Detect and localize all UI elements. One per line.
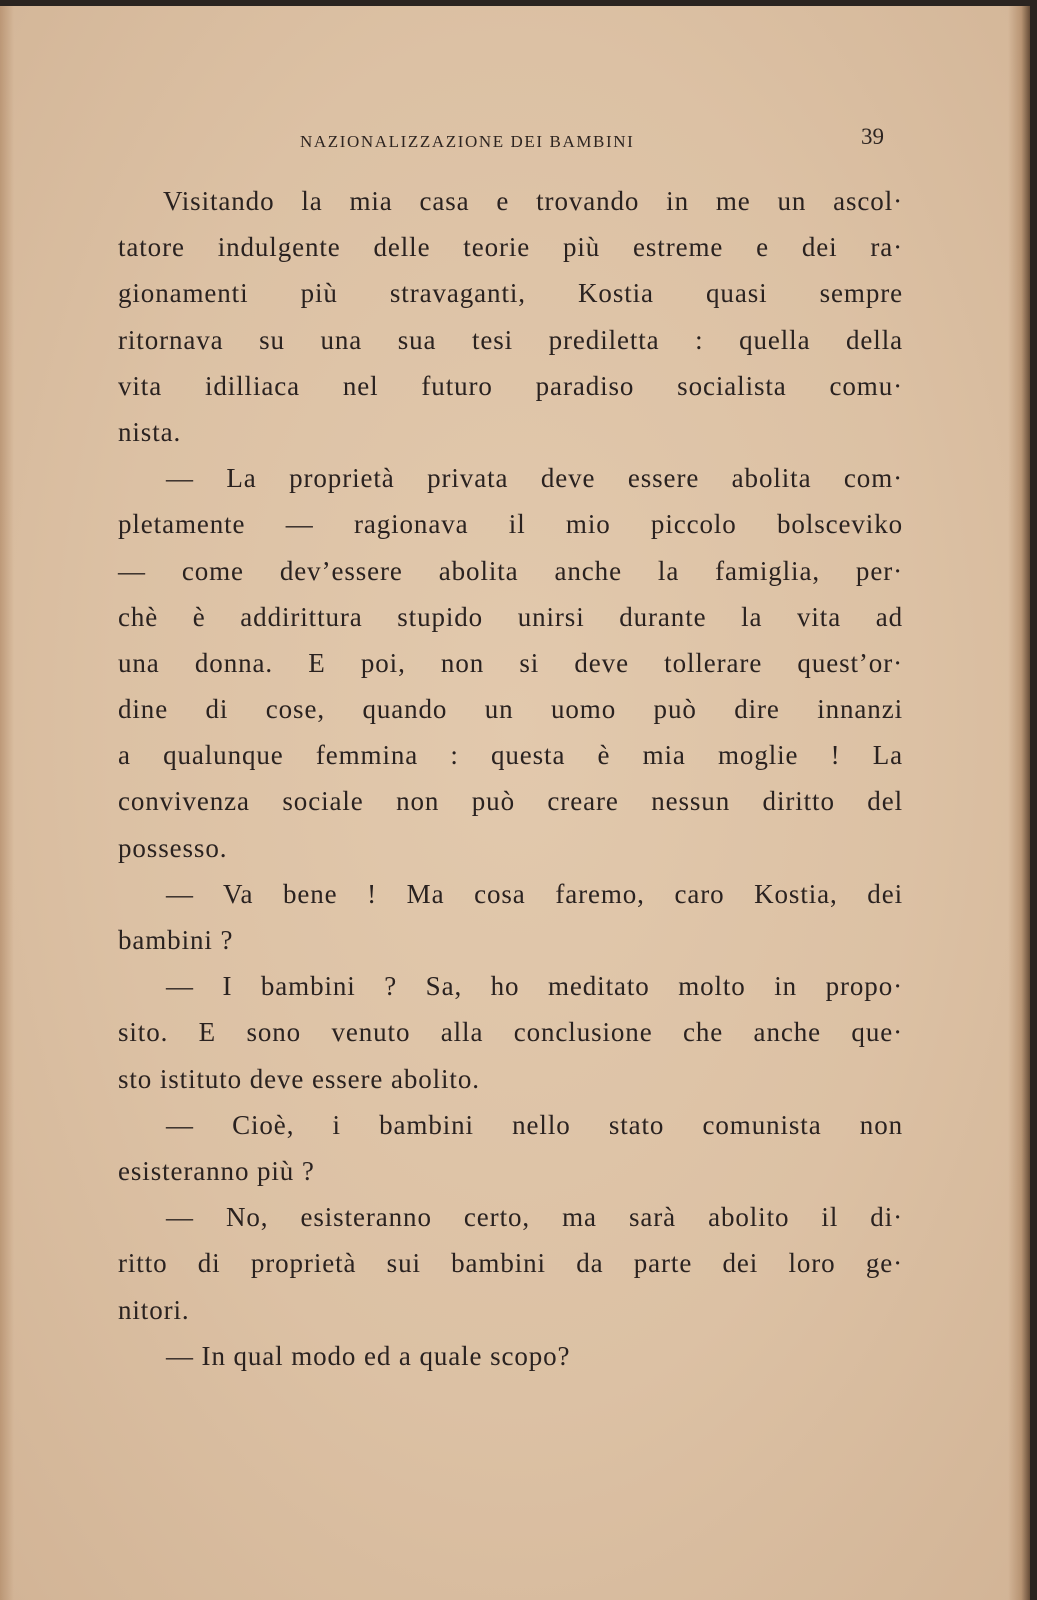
text-line: chè è addirittura stupido unirsi durante la vita ad xyxy=(118,601,903,632)
text-line: una donna. E poi, non si deve tollerare quest’or· xyxy=(118,647,903,678)
text-line: ritto di proprietà sui bambini da parte dei loro ge· xyxy=(118,1248,903,1279)
text-line: ritornava su una sua tesi prediletta : quella della xyxy=(118,324,903,355)
text-line: dine di cose, quando un uomo può dire innanzi xyxy=(118,694,903,725)
page-number: 39 xyxy=(861,124,884,149)
text-line: pletamente — ragionava il mio piccolo bolsceviko xyxy=(118,509,903,540)
text-line: vita idilliaca nel futuro paradiso socialista comu· xyxy=(118,370,903,401)
page-header xyxy=(300,124,900,159)
text-line: possesso. xyxy=(118,832,228,863)
page-right-edge-shadow xyxy=(1008,6,1030,1600)
text-line: sito. E sono venuto alla conclusione che anche que· xyxy=(118,1017,903,1048)
text-line: — I bambini ? Sa, ho meditato molto in propo· xyxy=(166,971,903,1002)
book-page xyxy=(0,6,1030,1600)
text-line: esisteranno più ? xyxy=(118,1155,315,1186)
text-line: — Va bene ! Ma cosa faremo, caro Kostia, dei xyxy=(166,878,903,909)
page-left-edge-shadow xyxy=(0,6,14,1600)
running-title: NAZIONALIZZAZIONE DEI BAMBINI xyxy=(300,132,635,151)
text-line: Visitando la mia casa e trovando in me un ascol· xyxy=(163,186,903,216)
text-line: — No, esisteranno certo, ma sarà abolito il di· xyxy=(166,1202,903,1233)
text-line: nista. xyxy=(118,416,182,447)
text-line: sto istituto deve essere abolito. xyxy=(118,1063,480,1094)
text-line: gionamenti più stravaganti, Kostia quasi sempre xyxy=(118,278,903,309)
text-line: bambini ? xyxy=(118,925,234,955)
text-line: tatore indulgente delle teorie più estreme e dei ra· xyxy=(118,232,903,263)
text-line: — In qual modo ed a quale scopo? xyxy=(166,1340,571,1371)
text-line: convivenza sociale non può creare nessun diritto del xyxy=(118,786,903,817)
text-line: — La proprietà privata deve essere abolita com· xyxy=(166,463,903,494)
body-text xyxy=(118,178,903,1379)
text-line: — come dev’essere abolita anche la famiglia, per· xyxy=(118,555,903,586)
text-line: a qualunque femmina : questa è mia moglie ! La xyxy=(118,740,903,771)
text-line: — Cioè, i bambini nello stato comunista non xyxy=(166,1109,903,1140)
text-line: nitori. xyxy=(118,1294,190,1325)
